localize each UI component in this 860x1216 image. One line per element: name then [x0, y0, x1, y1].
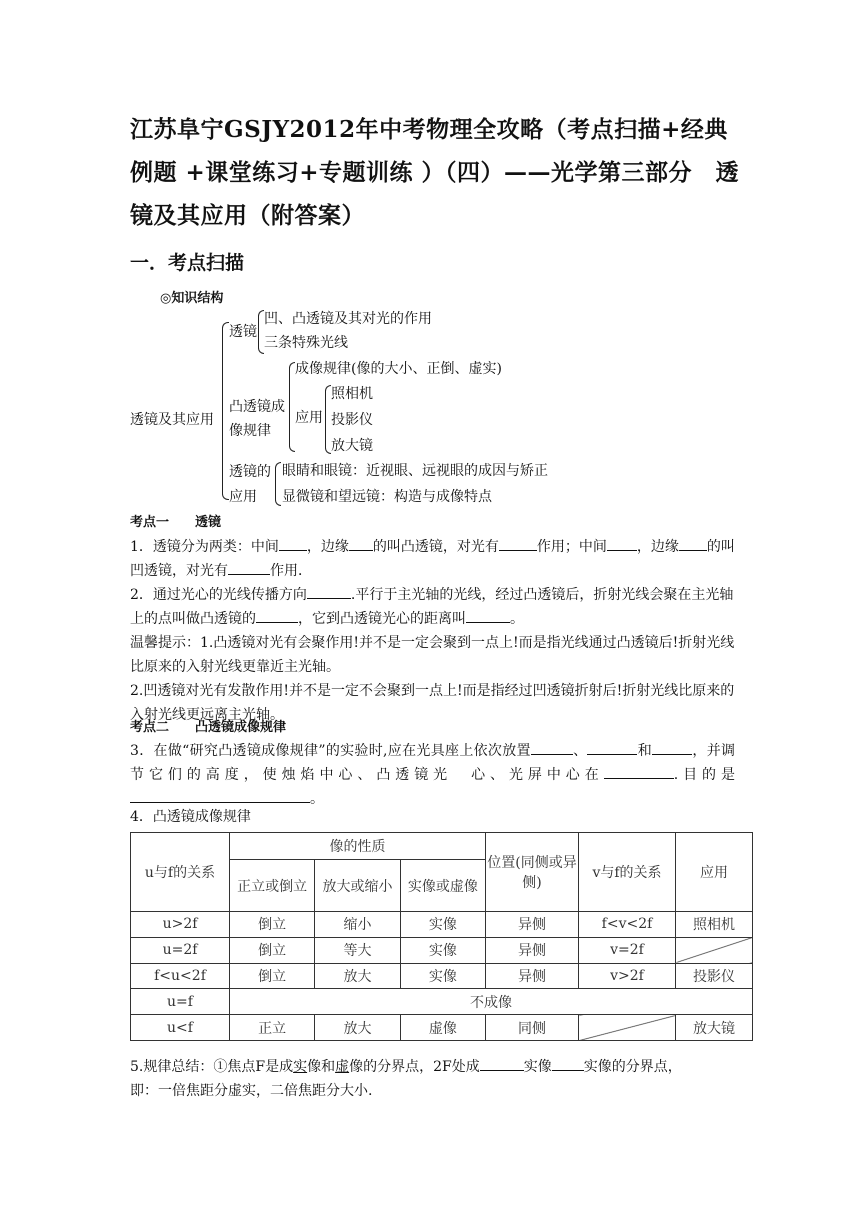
answer-blank[interactable] [604, 764, 674, 779]
branch-lens-item: 三条特殊光线 [264, 335, 348, 351]
q5-text: 实像的分界点， [583, 1059, 682, 1075]
answer-blank[interactable] [256, 608, 298, 623]
cell-real: 实像 [400, 937, 485, 963]
q3-text: 和 [637, 743, 653, 759]
question-2 [130, 583, 735, 631]
cell-pos: 异侧 [486, 912, 579, 938]
branch-convex: 凸透镜成 [229, 399, 285, 415]
table-row [131, 912, 753, 938]
q1-text: 作用． [270, 563, 312, 579]
use-item: 眼睛和眼镜：近视眼、远视眼的成因与矫正 [282, 463, 548, 479]
header-use: 应用 [676, 833, 753, 912]
answer-blank[interactable] [466, 608, 510, 623]
answer-blank[interactable] [587, 740, 637, 755]
answer-blank[interactable] [279, 536, 307, 551]
imaging-rules-table [130, 832, 753, 1041]
q5-text: 像和 [307, 1059, 336, 1075]
cell-size: 缩小 [315, 912, 400, 938]
answer-blank[interactable] [349, 536, 373, 551]
cell-size: 放大 [315, 1015, 400, 1041]
answer-blank[interactable] [480, 1056, 524, 1071]
kp2-title: 考点二 凸透镜成像规律 [130, 720, 287, 735]
q5-text: 5.规律总结：①焦点F是成 [130, 1059, 294, 1075]
cell-v-empty [579, 1015, 676, 1041]
q5-text: 实像 [523, 1059, 552, 1075]
q1-text: ，边缘 [636, 539, 679, 555]
cell-no-image: 不成像 [230, 989, 753, 1015]
cell-pos: 同侧 [486, 1015, 579, 1041]
header-real-virtual: 实像或虚像 [400, 860, 485, 912]
q3-text: ，并调节它们的高度，使烛焰中心、凸透镜光 心、光屏中心在 [130, 743, 736, 783]
question-3 [130, 739, 735, 811]
cell-orient: 倒立 [230, 937, 315, 963]
table-row [131, 989, 753, 1015]
table-row [131, 1015, 753, 1041]
q5-underlined: 实 [293, 1059, 308, 1075]
cell-size: 等大 [315, 937, 400, 963]
answer-blank[interactable] [607, 536, 637, 551]
q5-text: 像的分界点，2F处成 [349, 1059, 480, 1075]
cell-orient: 正立 [230, 1015, 315, 1041]
answer-blank[interactable] [531, 740, 573, 755]
q5-text: 即：一倍焦距分虚实，二倍焦距分大小. [130, 1083, 373, 1099]
branch-lens-item: 凹、凸透镜及其对光的作用 [264, 311, 432, 327]
cell-use: 投影仪 [676, 963, 753, 989]
q2-text: 。 [510, 611, 524, 627]
convex-rule: 成像规律(像的大小、正倒、虚实) [295, 361, 502, 377]
application-item: 投影仪 [331, 412, 373, 428]
q3-text: 3．在做“研究凸透镜成像规律”的实验时,应在光具座上依次放置 [130, 743, 531, 759]
q1-text: ，边缘 [306, 539, 349, 555]
branch-use: 应用 [229, 489, 257, 505]
cell-v: v>2f [579, 963, 676, 989]
tip-1: 温馨提示：1.凸透镜对光有会聚作用!并不是一定会聚到一点上!而是指光线通过凸透镜后!折射光线比原来的入射光线更靠近主光轴。 [130, 635, 735, 675]
answer-blank[interactable] [552, 1056, 584, 1071]
q3-text: 。 [310, 791, 324, 807]
cell-v: f<v<2f [579, 912, 676, 938]
section-heading: 一．考点扫描 [130, 252, 245, 274]
answer-blank[interactable] [499, 536, 537, 551]
question-4: 4．凸透镜成像规律 [130, 809, 251, 825]
header-image-nature: 像的性质 [230, 833, 486, 860]
branch-use: 透镜的 [229, 464, 271, 480]
document-title: 江苏阜宁GSJY2012年中考物理全攻略（考点扫描+经典例题 +课堂练习+专题训练 ）（四）——光学第三部分 透镜及其应用（附答案） [130, 116, 740, 229]
cell-use: 放大镜 [676, 1015, 753, 1041]
application-item: 照相机 [331, 386, 373, 402]
q5-underlined: 虚 [335, 1059, 350, 1075]
application-item: 放大镜 [331, 438, 373, 454]
knowledge-structure-heading: ◎知识结构 [160, 291, 224, 306]
header-u-relation: u与f的关系 [131, 833, 230, 912]
cell-orient: 倒立 [230, 912, 315, 938]
cell-use-empty [676, 937, 753, 963]
q2-text: .平行于主光轴的光线，经过凸透镜后，折射光线会聚在主光轴上的点叫做凸透镜的 [130, 587, 734, 627]
q1-text: 的叫凸透镜，对光有 [372, 539, 499, 555]
cell-size: 放大 [315, 963, 400, 989]
cell-v: v=2f [579, 937, 676, 963]
table-row [131, 937, 753, 963]
answer-blank[interactable] [652, 740, 692, 755]
tree-root: 透镜及其应用 [130, 412, 214, 428]
cell-real: 实像 [400, 963, 485, 989]
header-size: 放大或缩小 [315, 860, 400, 912]
cell-u: u<f [131, 1015, 230, 1041]
q3-text: 、 [572, 743, 588, 759]
cell-use: 照相机 [676, 912, 753, 938]
answer-blank[interactable] [130, 788, 310, 803]
answer-blank[interactable] [228, 560, 270, 575]
cell-pos: 异侧 [486, 963, 579, 989]
header-position: 位置(同侧或异侧) [486, 833, 579, 912]
answer-blank[interactable] [307, 584, 351, 599]
cell-u: u>2f [131, 912, 230, 938]
brace-use [275, 462, 281, 506]
convex-application: 应用 [295, 410, 323, 426]
branch-lens: 透镜 [229, 324, 257, 340]
question-5 [130, 1055, 735, 1103]
q1-text: 的叫凹透镜，对光有 [130, 539, 735, 579]
q3-text: .目的是 [673, 767, 735, 783]
q1-text: 1．透镜分为两类：中间 [130, 539, 279, 555]
question-1 [130, 535, 735, 583]
header-v-relation: v与f的关系 [579, 833, 676, 912]
cell-real: 实像 [400, 912, 485, 938]
q2-text: ，它到凸透镜光心的距离叫 [298, 611, 466, 627]
answer-blank[interactable] [679, 536, 707, 551]
cell-real: 虚像 [400, 1015, 485, 1041]
cell-u: u=2f [131, 937, 230, 963]
cell-u: u=f [131, 989, 230, 1015]
brace-root [222, 322, 229, 500]
branch-convex: 像规律 [229, 423, 271, 439]
cell-orient: 倒立 [230, 963, 315, 989]
header-orientation: 正立或倒立 [230, 860, 315, 912]
q2-text: 2．通过光心的光线传播方向 [130, 587, 307, 603]
q1-text: 作用；中间 [536, 539, 607, 555]
kp1-title: 考点一 透镜 [130, 515, 222, 530]
table-row [131, 963, 753, 989]
cell-u: f<u<2f [131, 963, 230, 989]
cell-pos: 异侧 [486, 937, 579, 963]
tip-2: 2.凹透镜对光有发散作用!并不是一定不会聚到一点上!而是指经过凹透镜折射后!折射光线比原来的入射光线更远离主光轴。 [130, 683, 735, 723]
use-item: 显微镜和望远镜：构造与成像特点 [282, 489, 492, 505]
